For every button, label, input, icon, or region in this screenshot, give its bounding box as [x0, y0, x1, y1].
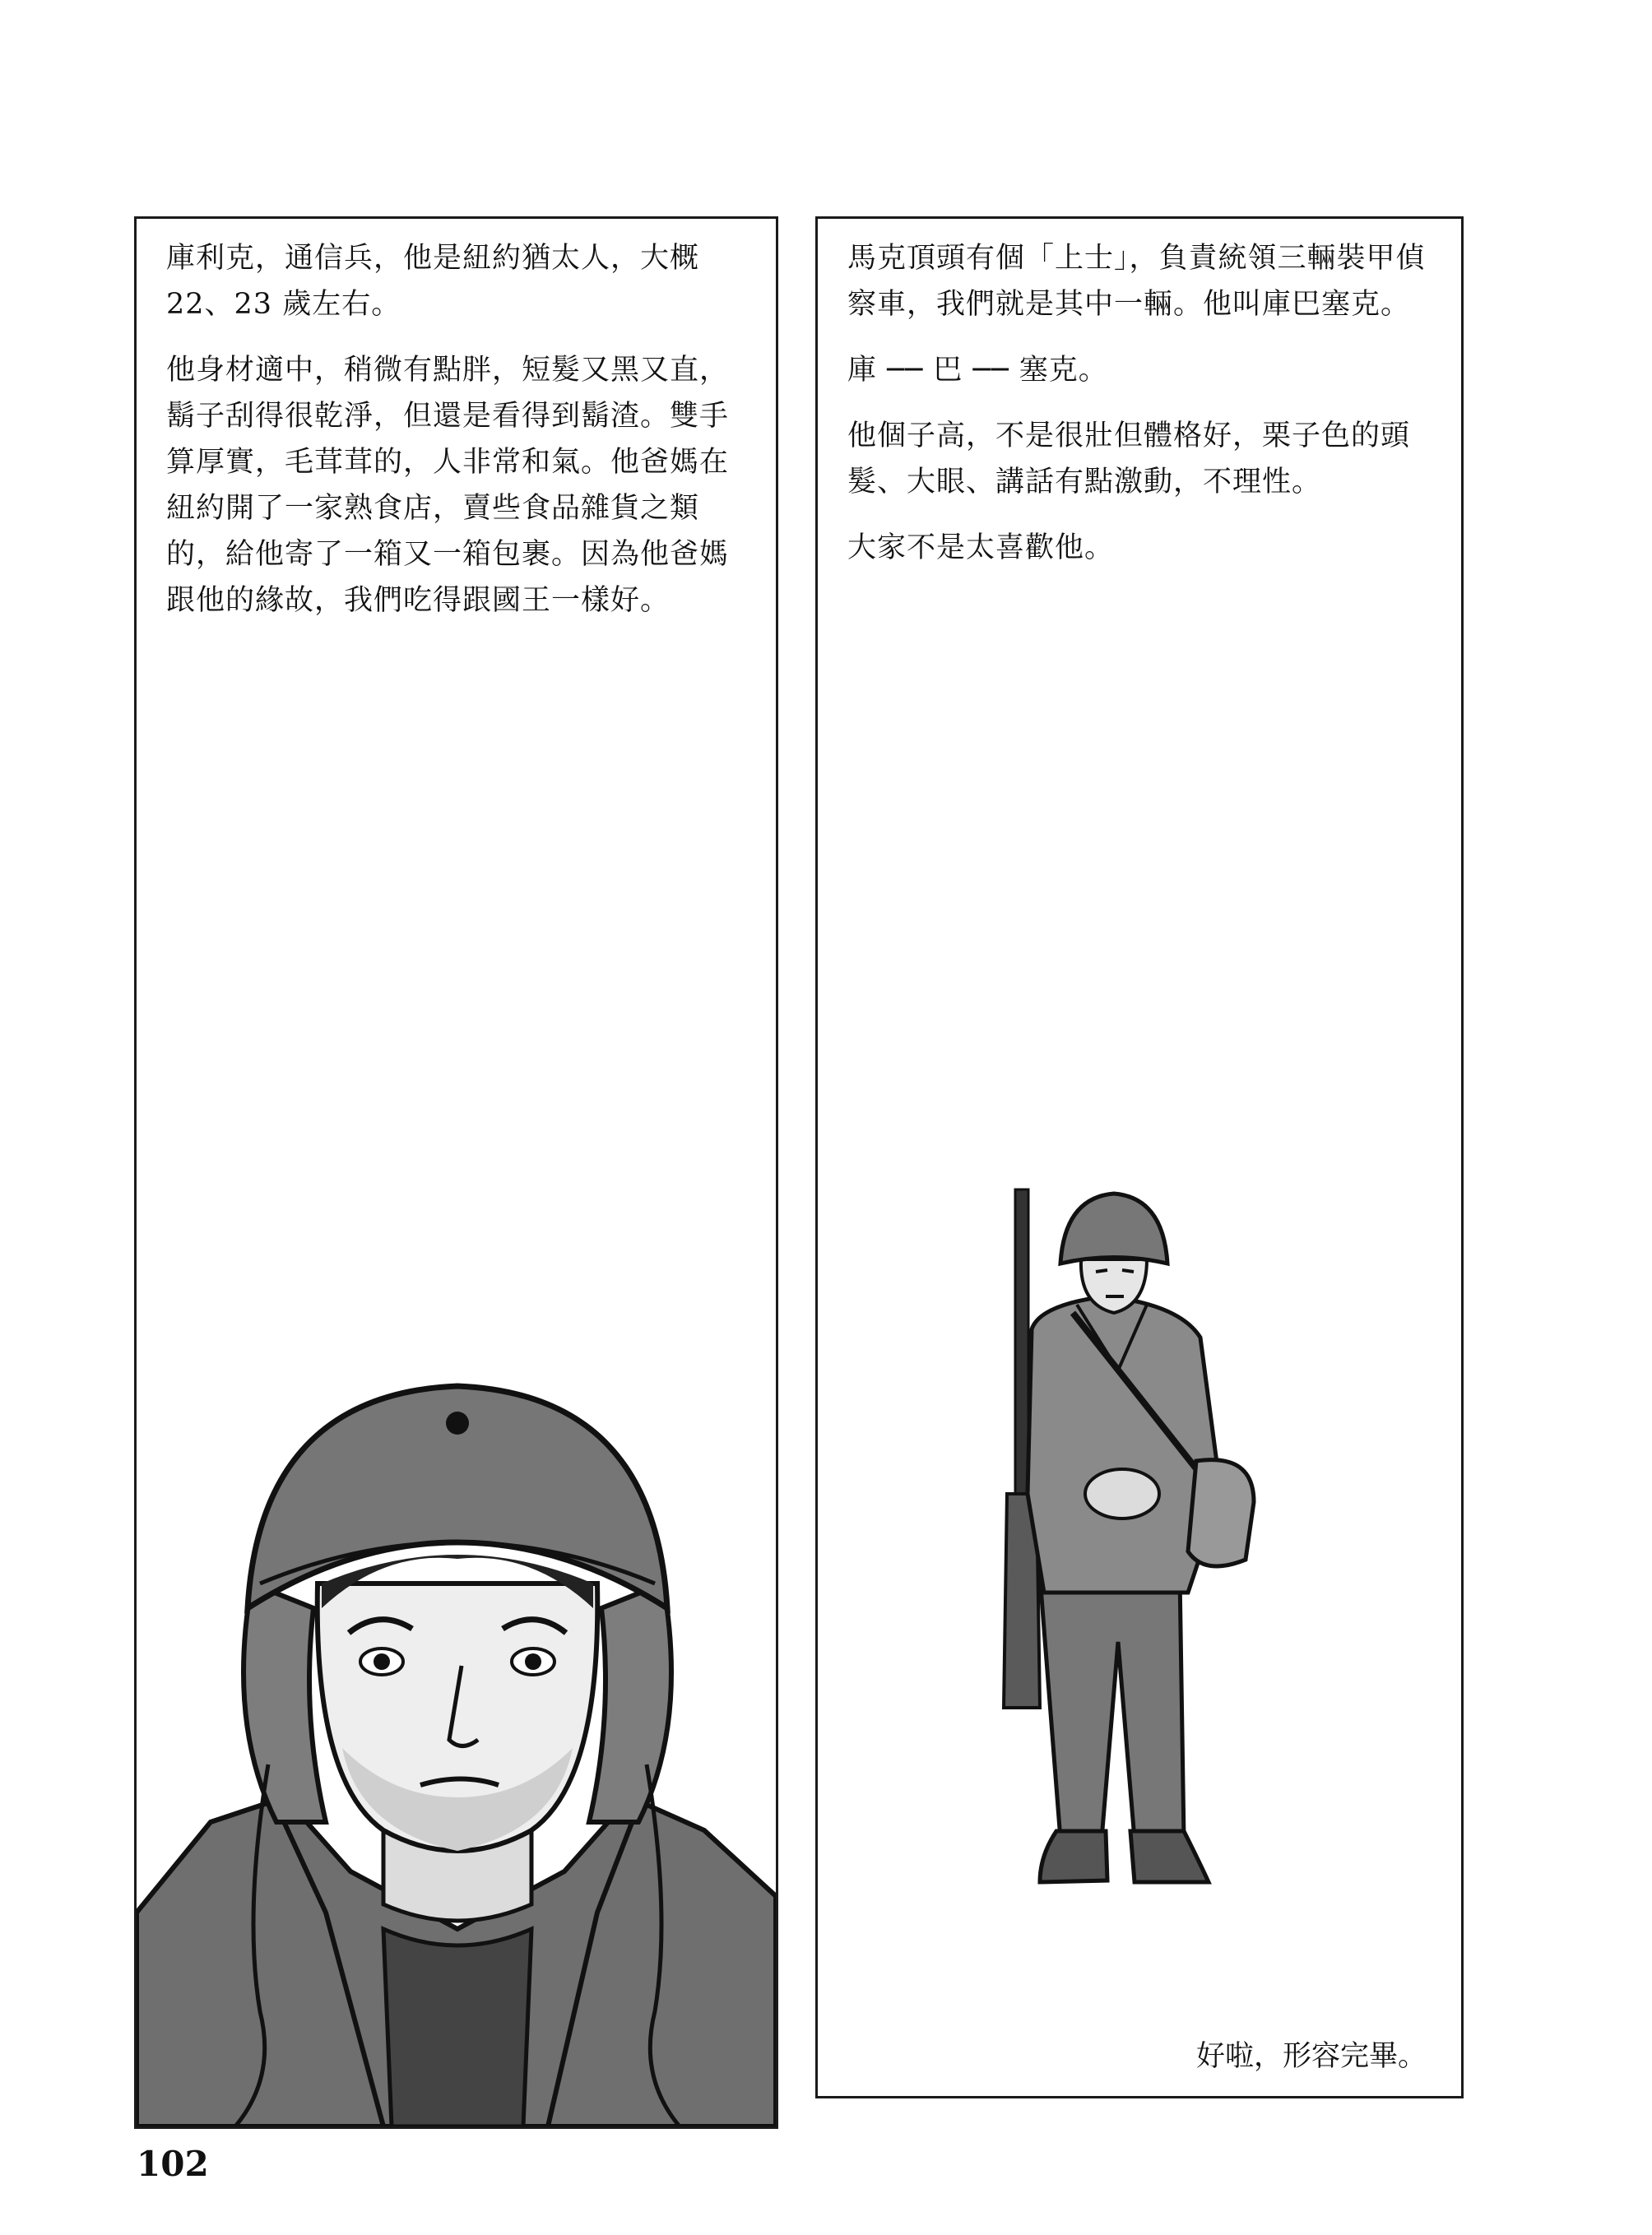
right-caption-paragraph-4: 大家不是太喜歡他。	[847, 531, 1115, 564]
right-caption-paragraph-1: 馬克頂頭有個「上士」，負責統領三輛裝甲偵察車，我們就是其中一輛。他叫庫巴塞克。	[847, 242, 1426, 321]
left-panel	[134, 216, 778, 2129]
right-caption-paragraph-3: 他個子高，不是很壯但體格好，栗子色的頭髮、大眼、講話有點激動，不理性。	[847, 420, 1411, 498]
right-caption-paragraph-2: 庫 ── 巴 ── 塞克。	[847, 354, 1108, 387]
left-caption	[166, 235, 748, 643]
right-caption	[847, 235, 1433, 591]
left-caption-paragraph-2: 他身材適中，稍微有點胖，短髮又黑又直，鬍子刮得很乾淨，但還是看得到鬍渣。雙手算厚實，毛茸茸的，人非常和氣。他爸媽在紐約開了一家熟食店，賣些食品雜貨之類的，給他寄了一箱又一箱包裹。因為他爸媽跟他的緣故，我們吃得跟國王一樣好。	[166, 354, 730, 617]
tanker-portrait-illustration	[137, 1337, 776, 2126]
right-panel	[815, 216, 1464, 2098]
closing-caption: 好啦，形容完畢。	[1195, 2040, 1427, 2073]
page-number: 102	[137, 2144, 209, 2184]
standing-soldier-illustration	[982, 1181, 1262, 1922]
left-caption-paragraph-1: 庫利克，通信兵，他是紐約猶太人，大概22、23 歲左右。	[166, 242, 700, 321]
